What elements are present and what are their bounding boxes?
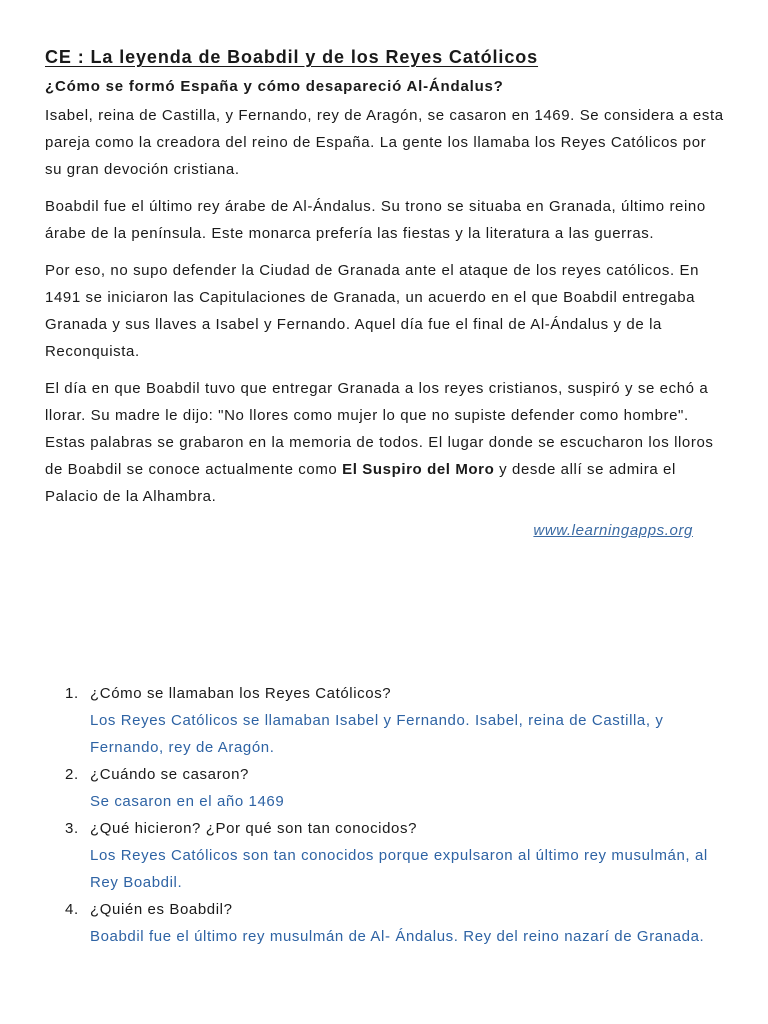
- question-list: [65, 680, 730, 950]
- page-subtitle: ¿Cómo se formó España y cómo desapareció Al-Ándalus?: [45, 78, 504, 95]
- paragraph-3: Por eso, no supo defender la Ciudad de Granada ante el ataque de los reyes católicos. En 1491 se iniciaron las Capitulaciones de Granada, un acuerdo en el que Boabdil entregaba Granada y sus llaves a Isabel y Fernando. Aquel día fue el final de Al-Ándalus y de la Reconquista.: [45, 262, 700, 360]
- page-title: CE : La leyenda de Boabdil y de los Reyes Católicos: [45, 47, 539, 67]
- question-item: [65, 680, 730, 761]
- question-text: ¿Cómo se llamaban los Reyes Católicos?: [90, 685, 392, 702]
- source-row: [45, 520, 725, 542]
- question-text: ¿Qué hicieron? ¿Por qué son tan conocidos?: [90, 820, 418, 837]
- question-number: 2.: [65, 766, 79, 783]
- reading-text: [45, 44, 725, 542]
- paragraph-4: [45, 375, 725, 510]
- question-item: [65, 815, 730, 896]
- suspiro-del-moro-bold: El Suspiro del Moro: [342, 461, 495, 478]
- answer-text: Los Reyes Católicos son tan conocidos porque expulsaron al último rey musulmán, al Rey Boabdil.: [90, 847, 708, 891]
- question-number: 1.: [65, 685, 79, 702]
- source-link[interactable]: www.learningapps.org: [533, 522, 693, 539]
- answer-text: Los Reyes Católicos se llamaban Isabel y Fernando. Isabel, reina de Castilla, y Fernando, rey de Aragón.: [90, 712, 664, 756]
- paragraph-1: Isabel, reina de Castilla, y Fernando, rey de Aragón, se casaron en 1469. Se considera a esta pareja como la creadora del reino de España. La gente los llamaba los Reyes Católicos por su gran devoción cristiana.: [45, 107, 724, 178]
- question-item: [65, 896, 730, 950]
- paragraph-4-text-start: El día en que Boabdil tuvo que entregar Granada a los reyes cristianos, suspiró y se echó a llorar. Su madre le dijo: "No llores como mujer lo que no supiste defender como hombre". Estas palabras se grabaron en la memoria de todos. El lugar donde se escucharon los lloros de Boabdil se conoce actualmente como: [45, 380, 714, 478]
- paragraph-2: Boabdil fue el último rey árabe de Al-Ándalus. Su trono se situaba en Granada, último reino árabe de la península. Este monarca prefería las fiestas y la literatura a las guerras.: [45, 198, 706, 242]
- answer-text: Se casaron en el año 1469: [90, 793, 285, 810]
- question-text: ¿Quién es Boabdil?: [90, 901, 233, 918]
- question-item: [65, 761, 730, 815]
- paragraph-4-text-end: y desde allí se admira el Palacio de la Alhambra.: [45, 461, 676, 505]
- question-number: 4.: [65, 901, 79, 918]
- question-number: 3.: [65, 820, 79, 837]
- answer-text: Boabdil fue el último rey musulmán de Al- Ándalus. Rey del reino nazarí de Granada.: [90, 928, 705, 945]
- question-text: ¿Cuándo se casaron?: [90, 766, 249, 783]
